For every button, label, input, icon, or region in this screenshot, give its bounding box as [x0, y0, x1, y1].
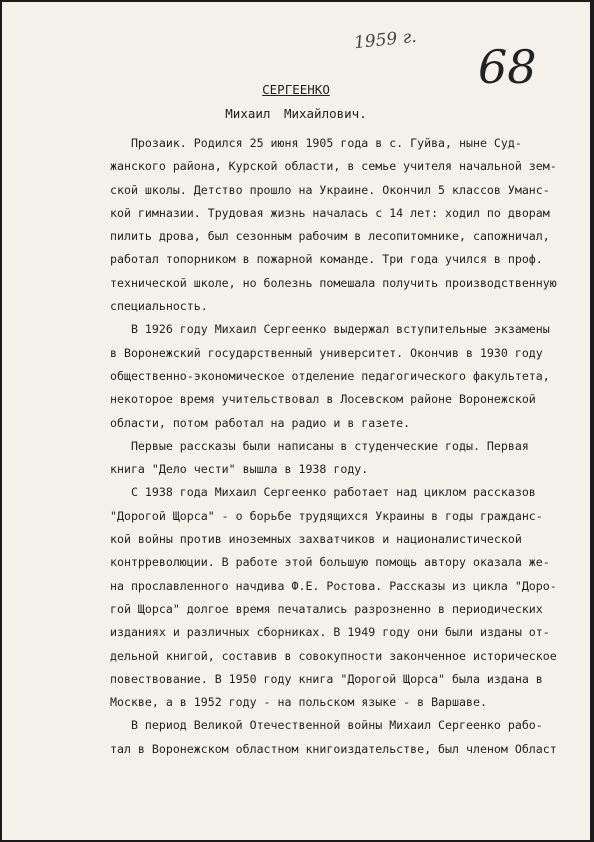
text-line: в Воронежский государственный университет. Окончив в 1930 году: [110, 345, 543, 360]
text-line: специальность.: [110, 299, 208, 314]
text-line: области, потом работал на радио и в газете.: [110, 415, 411, 430]
handwritten-year-note: 1959 г.: [353, 26, 418, 54]
text-line: книга "Дело чести" вышла в 1938 году.: [110, 462, 369, 477]
text-line: "Дорогой Щорса" - о борьбе трудящихся Украины в годы гражданс-: [110, 508, 543, 523]
text-line: гой Щорса" долгое время печатались разрозненно в периодических: [110, 601, 543, 616]
text-line: С 1938 года Михаил Сергеенко работает над циклом рассказов: [110, 485, 536, 500]
text-line: кой войны против иноземных захватчиков и националистической: [110, 532, 522, 547]
author-surname-heading: [2, 82, 590, 97]
text-line: некоторое время учительствовал в Лосевском районе Воронежской: [110, 392, 536, 407]
biography-body: [110, 132, 590, 761]
text-line: жанского района, Курской области, в семье учителя начальной зем-: [110, 159, 557, 174]
text-line: В 1926 году Михаил Сергеенко выдержал вступительные экзамены: [110, 322, 550, 337]
text-line: работал топорником в пожарной команде. Три года учился в проф.: [110, 252, 543, 267]
author-surname: СЕРГЕЕНКО: [262, 82, 330, 97]
text-line: Прозаик. Родился 25 июня 1905 года в с. Гуйва, ныне Суд-: [110, 136, 522, 150]
text-line: изданиях и различных сборниках. В 1949 году они были изданы от-: [110, 625, 550, 640]
text-line: на прославленного начдива Ф.Е. Ростова. Рассказы из цикла "Доро-: [110, 578, 557, 593]
text-line: технической школе, но болезнь помешала получить производственную: [110, 275, 557, 290]
document-page: [2, 2, 590, 840]
text-line: Первые рассказы были написаны в студенческие годы. Первая: [110, 438, 529, 453]
text-line: дельной книгой, составив в совокупности законченное историческое: [110, 648, 557, 663]
text-line: Москве, а в 1952 году - на польском языке - в Варшаве.: [110, 695, 487, 710]
text-line: В период Великой Отечественной войны Михаил Сергеенко рабо-: [110, 718, 543, 733]
text-line: повествование. В 1950 году книга "Дорогой Щорса" была издана в: [110, 671, 543, 686]
author-given-name: Михаил Михайлович.: [225, 106, 367, 121]
text-line: кой гимназии. Трудовая жизнь началась с 14 лет: ходил по дворам: [110, 205, 550, 220]
text-line: общественно-экономическое отделение педагогического факультета,: [110, 368, 550, 383]
text-line: пилить дрова, был сезонным рабочим в лесопитомнике, сапожничал,: [110, 229, 550, 244]
handwritten-page-number: 68: [478, 40, 537, 94]
text-line: тал в Воронежском областном книгоиздательстве, был членом Област: [110, 741, 557, 756]
text-line: ской школы. Детство прошло на Украине. Окончил 5 классов Уманс-: [110, 182, 550, 197]
text-line: контрреволюции. В работе этой большую помощь автору оказала же-: [110, 555, 550, 570]
